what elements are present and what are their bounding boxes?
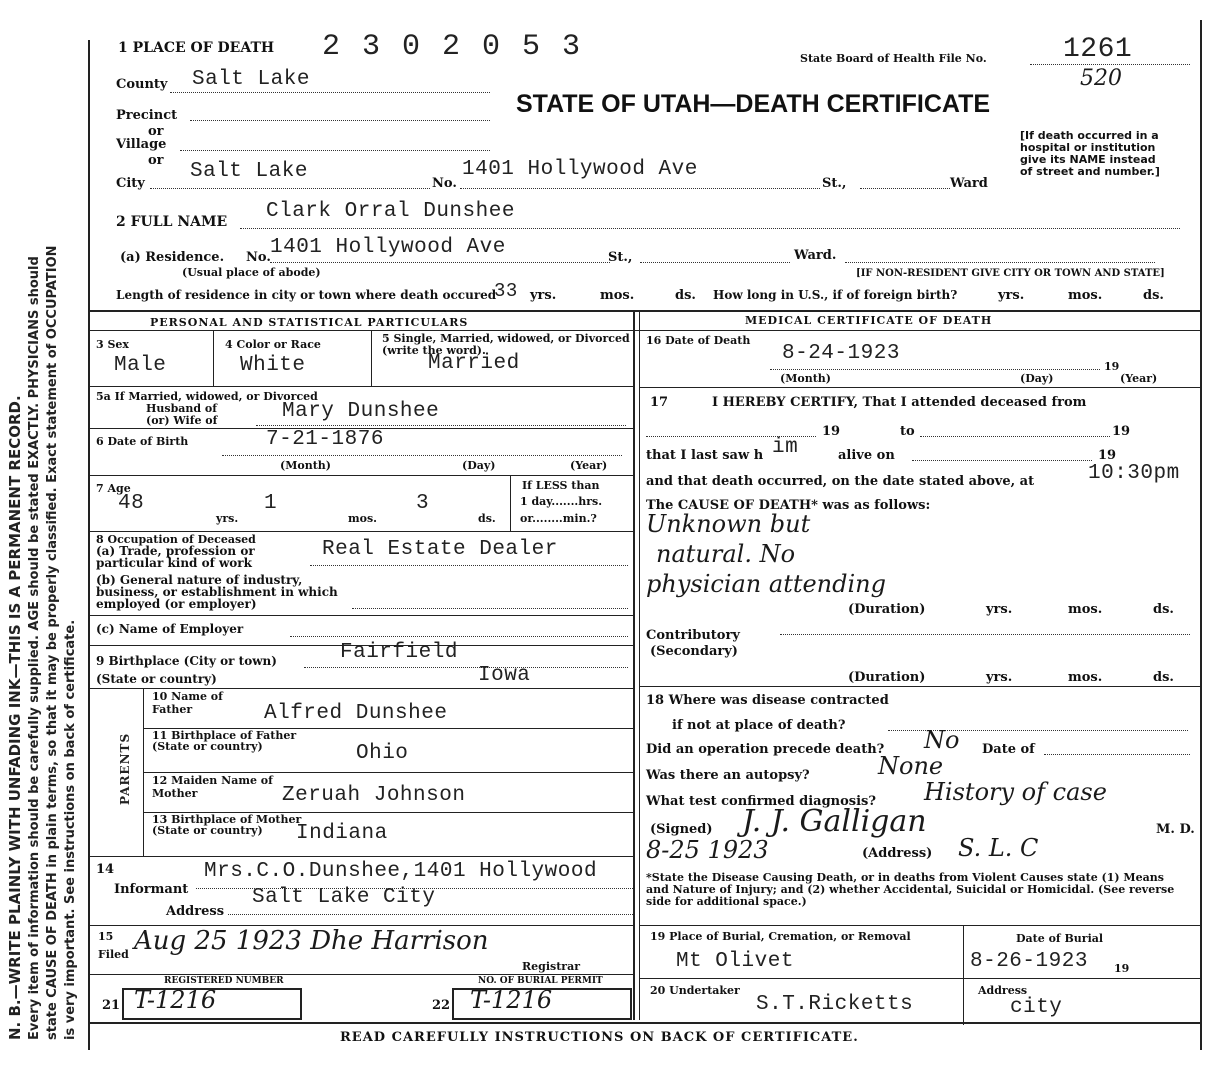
undertaker-address-value: city [1010, 996, 1063, 1019]
foreign-mos-label: mos. [1068, 288, 1103, 303]
street-line [460, 188, 820, 189]
age-label: 7 Age [96, 482, 131, 495]
foreign-yrs-label: yrs. [998, 288, 1025, 303]
color-divider [371, 330, 372, 386]
burial-date-label: Date of Burial [1016, 932, 1104, 945]
employer-line [290, 636, 628, 637]
residence-label: (a) Residence. [120, 250, 225, 265]
form-right-border [1200, 20, 1202, 1050]
length-ds-label: ds. [675, 288, 696, 303]
burial-19: 19 [1114, 962, 1130, 975]
mother-birthplace: Indiana [296, 822, 388, 845]
mother-value: Zeruah Johnson [282, 784, 466, 807]
margin-line-2: Every item of information should be carefully supplied. AGE should be stated EXACTLY. PHYSICIANS should [27, 256, 42, 1040]
stamp-number: 2 3 0 2 0 5 3 [322, 30, 583, 64]
village-line [180, 150, 490, 151]
county-line [170, 92, 490, 93]
row-rule-5 [88, 615, 633, 616]
age-ds: 3 [416, 492, 430, 515]
informant-address-label: Address [166, 904, 225, 919]
duration-mos-1: mos. [1068, 602, 1103, 617]
residence-st-line [640, 262, 790, 263]
dob-month: (Month) [280, 459, 331, 472]
alive-on-label: alive on [838, 448, 895, 463]
box21-value: T-1216 [134, 986, 217, 1014]
ward-line [860, 188, 950, 189]
certificate-title: STATE OF UTAH—DEATH CERTIFICATE [516, 90, 991, 118]
sex-value: Male [114, 354, 167, 377]
burial-permit-label: NO. OF BURIAL PERMIT [478, 976, 603, 986]
occupation-label: 8 Occupation of Deceased [96, 533, 256, 546]
address-label: (Address) [862, 846, 933, 861]
father-birthplace-label: 11 Birthplace of Father (State or country) [152, 729, 297, 753]
length-residence-label: Length of residence in city or town where death occured [116, 288, 497, 302]
row-rule-4 [88, 531, 633, 532]
footer-instructions: READ CAREFULLY INSTRUCTIONS ON BACK OF CERTIFICATE. [340, 1030, 859, 1045]
margin-line-4: is very important. See instructions on back of certificate. [63, 619, 78, 1040]
attend-to: to [900, 424, 915, 439]
death-day-label: (Day) [1020, 372, 1054, 385]
color-label: 4 Color or Race [225, 338, 321, 351]
column-divider-2 [639, 310, 640, 1020]
spouse-value: Mary Dunshee [282, 400, 440, 423]
dob-label: 6 Date of Birth [96, 435, 189, 448]
death-occurred-label: and that death occurred, on the date stated above, at [646, 474, 1035, 489]
autopsy-label: Was there an autopsy? [646, 768, 810, 783]
filed-num: 15 [98, 930, 114, 943]
parents-label: PARENTS [118, 732, 132, 805]
residence-no-label: No. [246, 250, 271, 265]
no-label: No. [432, 176, 457, 191]
spouse-label-3: (or) Wife of [146, 414, 218, 427]
duration-mos-2: mos. [1068, 670, 1103, 685]
age-divider [510, 475, 511, 531]
medical-heading: MEDICAL CERTIFICATE OF DEATH [745, 314, 993, 327]
full-name-value: Clark Orral Dunshee [266, 200, 515, 223]
med-rule-3 [639, 925, 1200, 926]
age-ds-label: ds. [478, 512, 496, 525]
informant-address: Salt Lake City [252, 886, 436, 909]
birthplace-state: Iowa [478, 664, 531, 687]
age-mos-label: mos. [348, 512, 377, 525]
row-rule-3 [88, 475, 633, 476]
file-no: 1261 [1063, 34, 1133, 65]
operation-value: No [924, 726, 960, 754]
date-of-death-19: 19 [1104, 360, 1120, 373]
duration-ds-2: ds. [1153, 670, 1174, 685]
duration-label-1: (Duration) [848, 602, 926, 617]
certify-num: 17 [650, 395, 669, 410]
dob-day: (Day) [462, 459, 496, 472]
duration-ds-1: ds. [1153, 602, 1174, 617]
filed-label: Filed [98, 948, 129, 961]
date-of-death-label: 16 Date of Death [646, 334, 751, 347]
death-time: 10:30pm [1088, 462, 1180, 485]
burial-place-label: 19 Place of Burial, Cremation, or Removal [650, 930, 911, 943]
cause-line-3: physician attending [646, 570, 886, 598]
row-rule-13 [88, 974, 633, 975]
alive-on-line [912, 460, 1092, 461]
secondary-label: (Secondary) [650, 644, 738, 659]
age-yrs-label: yrs. [216, 512, 239, 525]
precinct-line [190, 120, 490, 121]
spouse-label-1: 5a If Married, widowed, or Divorced [96, 390, 318, 403]
personal-heading: PERSONAL AND STATISTICAL PARTICULARS [150, 316, 469, 329]
med-rule-4 [639, 978, 1200, 979]
mother-label: 12 Maiden Name of Mother [152, 774, 273, 800]
place-of-death-label: 1 PLACE OF DEATH [118, 40, 275, 56]
occupation-a-label: (a) Trade, profession or particular kind of work [96, 544, 255, 570]
attend-19-b: 19 [1112, 424, 1131, 439]
not-at-place-label: if not at place of death? [672, 718, 846, 733]
registrar-label: Registrar [522, 960, 581, 973]
occupation-b-label: (b) General nature of industry, business, or establishment in which employed (or employer) [96, 573, 338, 611]
residence-ward-label: Ward. [794, 248, 837, 263]
dob-value: 7-21-1876 [266, 428, 384, 451]
father-label: 10 Name of Father [152, 690, 223, 716]
row-rule-1 [88, 386, 633, 387]
undertaker-label: 20 Undertaker [650, 984, 740, 997]
med-rule-2 [639, 686, 1200, 687]
duration-yrs-1: yrs. [986, 602, 1013, 617]
date-of-death-value: 8-24-1923 [782, 342, 900, 365]
less-than-2: 1 day.......hrs. [520, 495, 603, 508]
date-of-label: Date of [982, 742, 1035, 757]
occupation-line [310, 565, 628, 566]
section-top-rule [88, 310, 1200, 312]
contributory-label: Contributory [646, 628, 740, 643]
section-heading-rule [88, 330, 1200, 331]
less-than-3: or........min.? [520, 512, 597, 525]
attend-19-a: 19 [822, 424, 841, 439]
length-yrs-label: yrs. [530, 288, 557, 303]
cause-line-2: natural. No [656, 540, 796, 568]
death-year-label: (Year) [1120, 372, 1158, 385]
last-saw-value: im [772, 436, 799, 459]
birthplace-label: 9 Birthplace (City or town) [96, 654, 277, 668]
foreign-ds-label: ds. [1143, 288, 1164, 303]
precinct-label: Precinct [116, 108, 178, 123]
father-birthplace: Ohio [356, 742, 409, 765]
city-line [150, 188, 430, 189]
date-of-line [1044, 754, 1190, 755]
alive-19: 19 [1098, 448, 1117, 463]
last-saw-label: that I last saw h [646, 448, 764, 463]
mother-birthplace-label: 13 Birthplace of Mother (State or country) [152, 813, 302, 837]
county-value: Salt Lake [192, 68, 310, 91]
foreign-birth-label: How long in U.S., if of foreign birth? [713, 288, 958, 302]
city-label: City [116, 176, 145, 191]
md-label: M. D. [1156, 822, 1195, 837]
duration-yrs-2: yrs. [986, 670, 1013, 685]
attend-to-line [920, 436, 1110, 437]
marital-label: 5 Single, Married, widowed, or Divorced (write the word). [382, 332, 630, 357]
birthplace-line [304, 667, 628, 668]
nonresident-note: [IF NON-RESIDENT GIVE CITY OR TOWN AND STATE] [856, 268, 1165, 279]
file-no-2: 520 [1080, 66, 1122, 91]
st-label: St., [822, 176, 847, 191]
death-month-label: (Month) [780, 372, 831, 385]
occupation-value: Real Estate Dealer [322, 538, 558, 561]
marital-value: Married [428, 352, 520, 375]
cause-footnote: *State the Disease Causing Death, or in deaths from Violent Causes state (1) Means and Nature of Injury; and (2) whether Accidental, Suicidal or Homicidal. (See reverse side for additional space.) [646, 871, 1175, 908]
operation-label: Did an operation precede death? [646, 742, 885, 757]
informant-label: Informant [114, 882, 189, 897]
certify-text: I HEREBY CERTIFY, That I attended deceased from [712, 395, 1087, 410]
burial-date-value: 8-26-1923 [970, 950, 1088, 973]
length-residence-yrs: 33 [494, 280, 518, 302]
informant-value: Mrs.C.O.Dunshee,1401 Hollywood [204, 860, 598, 883]
box21-label: 21 [102, 998, 121, 1013]
or-label-2: or [148, 153, 164, 168]
margin-line-3: state CAUSE OF DEATH in plain terms, so that it may be properly classified. Exact statement of OCCUPATION [45, 245, 60, 1040]
street-value: 1401 Hollywood Ave [462, 158, 698, 181]
residence-value: 1401 Hollywood Ave [270, 236, 506, 259]
spouse-line [256, 425, 626, 426]
employer-label: (c) Name of Employer [96, 622, 244, 636]
signature-date: 8-25 1923 [646, 836, 769, 864]
occupation-b-line [352, 608, 628, 609]
residence-ward-line [845, 262, 1155, 263]
length-mos-label: mos. [600, 288, 635, 303]
residence-line [270, 262, 610, 263]
test-label: What test confirmed diagnosis? [646, 794, 876, 809]
address-value: S. L. C [958, 834, 1039, 862]
autopsy-value: None [878, 752, 944, 780]
undertaker-value: S.T.Ricketts [756, 993, 914, 1016]
row-rule-9 [143, 772, 633, 773]
hospital-note: [If death occurred in a hospital or institution give its NAME instead of street and number.] [1020, 129, 1160, 178]
dob-line [222, 455, 622, 456]
birthplace-city: Fairfield [340, 641, 458, 664]
margin-line-1: N. B.—WRITE PLAINLY WITH UNFADING INK—THIS IS A PERMANENT RECORD. [6, 395, 24, 1040]
full-name-label: 2 FULL NAME [116, 214, 228, 230]
or-label-1: or [148, 124, 164, 139]
registered-number-label: REGISTERED NUMBER [164, 976, 284, 986]
sex-label: 3 Sex [96, 338, 129, 351]
age-mos: 1 [264, 492, 278, 515]
full-name-line [240, 228, 1180, 229]
age-yrs: 48 [118, 492, 145, 515]
usual-place-label: (Usual place of abode) [182, 266, 321, 279]
ward-label: Ward [950, 176, 988, 191]
form-bottom-rule [88, 1022, 1200, 1024]
date-of-death-line [770, 369, 1100, 370]
med-rule-1 [639, 387, 1200, 388]
duration-label-2: (Duration) [848, 670, 926, 685]
undertaker-address-label: Address [978, 984, 1028, 997]
village-label: Village [116, 137, 167, 152]
signed-label: (Signed) [650, 822, 713, 837]
burial-place-value: Mt Olivet [676, 950, 794, 973]
contributory-line [780, 634, 1190, 635]
test-value: History of case [924, 778, 1107, 806]
burial-divider [963, 925, 964, 1025]
sex-divider [213, 330, 214, 386]
box22-label: 22 [432, 998, 451, 1013]
physician-signature: J. J. Galligan [742, 804, 927, 839]
residence-st-label: St., [608, 250, 633, 265]
birthplace-state-label: (State or country) [96, 672, 217, 686]
row-rule-7 [88, 688, 633, 689]
spouse-label-2: Husband of [146, 402, 217, 415]
less-than-1: If LESS than [522, 479, 600, 492]
dob-year: (Year) [570, 459, 608, 472]
county-label: County [116, 77, 168, 92]
color-value: White [240, 354, 306, 377]
box22-value: T-1216 [470, 986, 553, 1014]
father-value: Alfred Dunshee [264, 702, 448, 725]
informant-num: 14 [96, 862, 115, 877]
row-rule-11 [88, 856, 633, 857]
column-divider [633, 310, 635, 1020]
informant-address-line [228, 914, 633, 915]
filed-signature: Aug 25 1923 Dhe Harrison [134, 926, 489, 956]
form-left-border [88, 40, 90, 1050]
disease-contracted-label: 18 Where was disease contracted [646, 693, 889, 708]
file-no-label: State Board of Health File No. [800, 52, 987, 65]
cause-line-1: Unknown but [646, 510, 811, 538]
city-value: Salt Lake [190, 160, 308, 183]
cause-label: The CAUSE OF DEATH* was as follows: [646, 498, 931, 513]
